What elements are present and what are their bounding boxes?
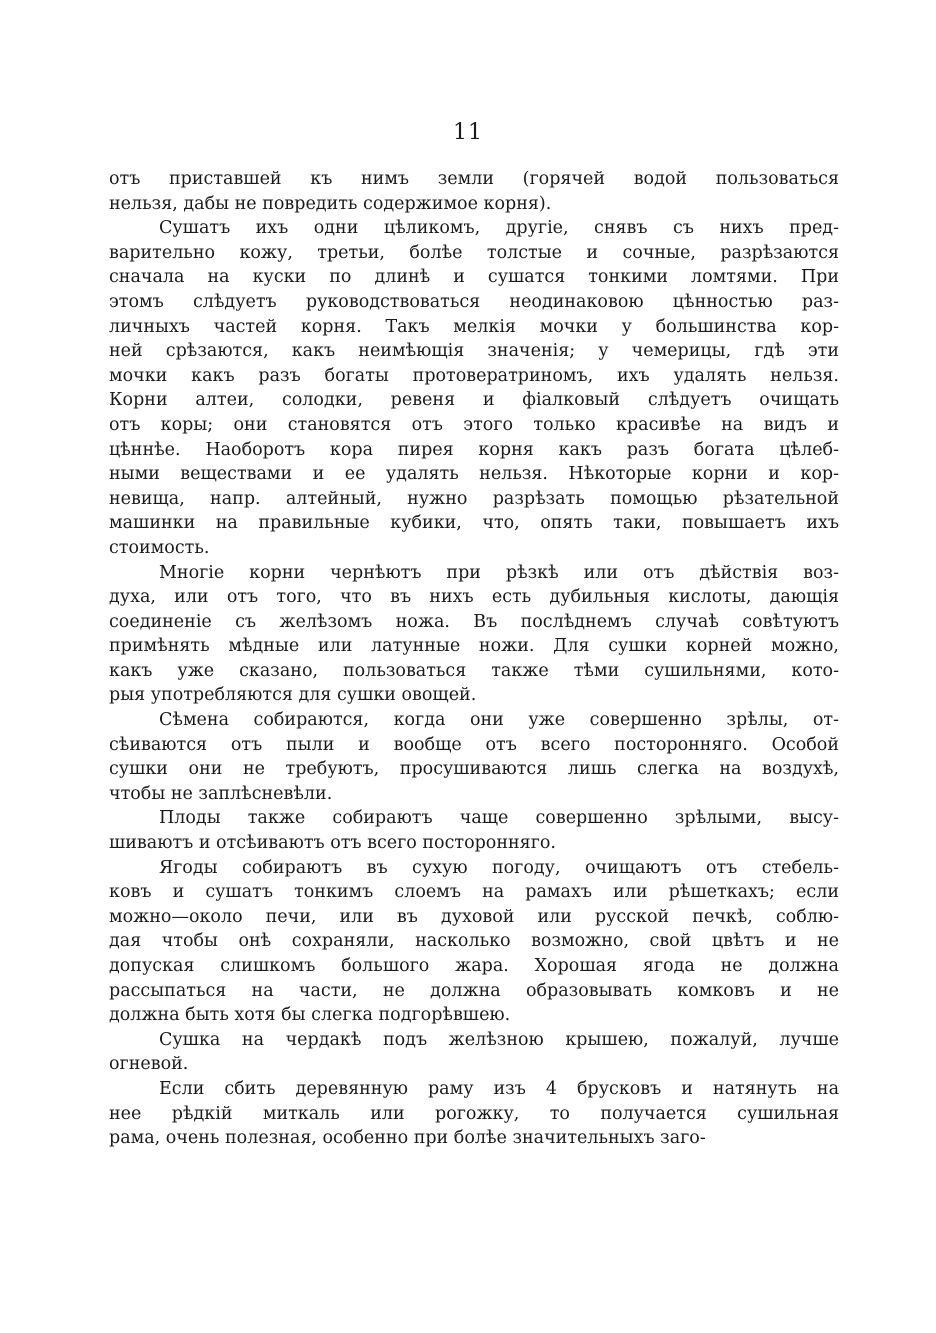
text-line: Ягоды собираютъ въ сухую погоду, очищаютъ отъ стебель- [159, 857, 839, 878]
text-line: сначала на куски по длинѣ и сушатся тонкими ломтями. При [109, 267, 839, 288]
page-number: 11 [453, 120, 483, 145]
text-line: Корни алтеи, солодки, ревеня и фіалковый слѣдуетъ очищать [109, 390, 839, 411]
text-line: невища, напр. алтейный, нужно разрѣзать помощью рѣзательной [109, 488, 839, 509]
text-line: варительно кожу, третьи, болѣе толстые и сочные, разрѣзаются [109, 242, 839, 263]
text-line: отъ приставшей къ нимъ земли (горячей водой пользоваться [109, 169, 839, 189]
text-line: Многіе корни чернѣютъ при рѣзкѣ или отъ дѣйствія воз- [159, 562, 839, 583]
body-text [109, 167, 839, 1151]
text-line: ней срѣзаются, какъ неимѣющія значенія; у чемерицы, гдѣ эти [109, 341, 839, 362]
text-line: цѣннѣе. Наоборотъ кора пирея корня какъ разъ богата цѣлеб- [109, 439, 839, 460]
text-line: этомъ слѣдуетъ руководствоваться неодинаковою цѣнностью раз- [109, 291, 839, 312]
text-line: стоимость. [109, 537, 210, 558]
text-line: сѣиваются отъ пыли и вообще отъ всего посторонняго. Особой [109, 734, 839, 755]
text-line: соединеніе съ желѣзомъ ножа. Въ послѣднемъ случаѣ совѣтуютъ [109, 611, 839, 632]
text-line: примѣнять мѣдные или латунные ножи. Для сушки корней можно, [109, 636, 839, 657]
text-line: огневой. [109, 1054, 189, 1075]
text-line: ными веществами и ее удалять нельзя. Нѣкоторые корни и кор- [109, 464, 839, 485]
text-line: Сушатъ ихъ одни цѣликомъ, другіе, снявъ съ нихъ пред- [159, 218, 839, 239]
text-line: допуская слишкомъ большого жара. Хорошая ягода не должна [109, 956, 839, 976]
text-line: Плоды также собираютъ чаще совершенно зрѣлыми, высу- [159, 808, 839, 829]
text-line: Если сбить деревянную раму изъ 4 брусковъ и натянуть на [159, 1078, 839, 1099]
text-line: мочки какъ разъ богаты протовератриномъ, ихъ удалять нельзя. [109, 365, 839, 386]
text-line: сушки они не требуютъ, просушиваются лишь слегка на воздухѣ, [109, 759, 839, 780]
text-line: дая чтобы онѣ сохраняли, насколько возможно, свой цвѣтъ и не [109, 931, 839, 952]
text-line: Сѣмена собираются, когда они уже совершенно зрѣлы, от- [159, 710, 839, 731]
text-line: рыя употребляются для сушки овощей. [109, 685, 477, 706]
paragraph [109, 1028, 839, 1077]
text-line: рама, очень полезная, особенно при болѣе значительныхъ заго- [109, 1128, 706, 1149]
text-line: Сушка на чердакѣ подъ желѣзною крышею, пожалуй, лучше [159, 1029, 839, 1050]
text-line: отъ коры; они становятся отъ этого только красивѣе на видъ и [109, 414, 839, 435]
text-line: духа, или отъ того, что въ нихъ есть дубильныя кислоты, дающія [109, 587, 839, 608]
paragraph [109, 216, 839, 560]
paragraph [109, 856, 839, 1028]
text-line: личныхъ частей корня. Такъ мелкія мочки у большинства кор- [109, 316, 839, 337]
paragraph [109, 806, 839, 855]
text-line: должна быть хотя бы слегка подгорѣвшею. [109, 1005, 511, 1026]
text-line: какъ уже сказано, пользоваться также тѣми сушильнями, кото- [109, 660, 839, 681]
text-line: машинки на правильные кубики, что, опять таки, повышаетъ ихъ [109, 513, 839, 534]
text-line: нельзя, дабы не повредить содержимое корня). [109, 193, 552, 214]
paragraph [109, 561, 839, 709]
text-line: можно—около печи, или въ духовой или русской печкѣ, соблю- [109, 906, 839, 927]
text-line: чтобы не заплѣсневѣли. [109, 783, 333, 804]
text-line: рассыпаться на части, не должна образовывать комковъ и не [109, 980, 839, 1001]
text-line: ковъ и сушатъ тонкимъ слоемъ на рамахъ или рѣшеткахъ; если [109, 882, 839, 903]
paragraph [109, 708, 839, 806]
text-line: шиваютъ и отсѣиваютъ отъ всего посторонняго. [109, 833, 556, 854]
paragraph [109, 1077, 839, 1151]
text-line: нее рѣдкій миткаль или рогожку, то получается сушильная [109, 1103, 839, 1124]
paragraph [109, 167, 839, 216]
